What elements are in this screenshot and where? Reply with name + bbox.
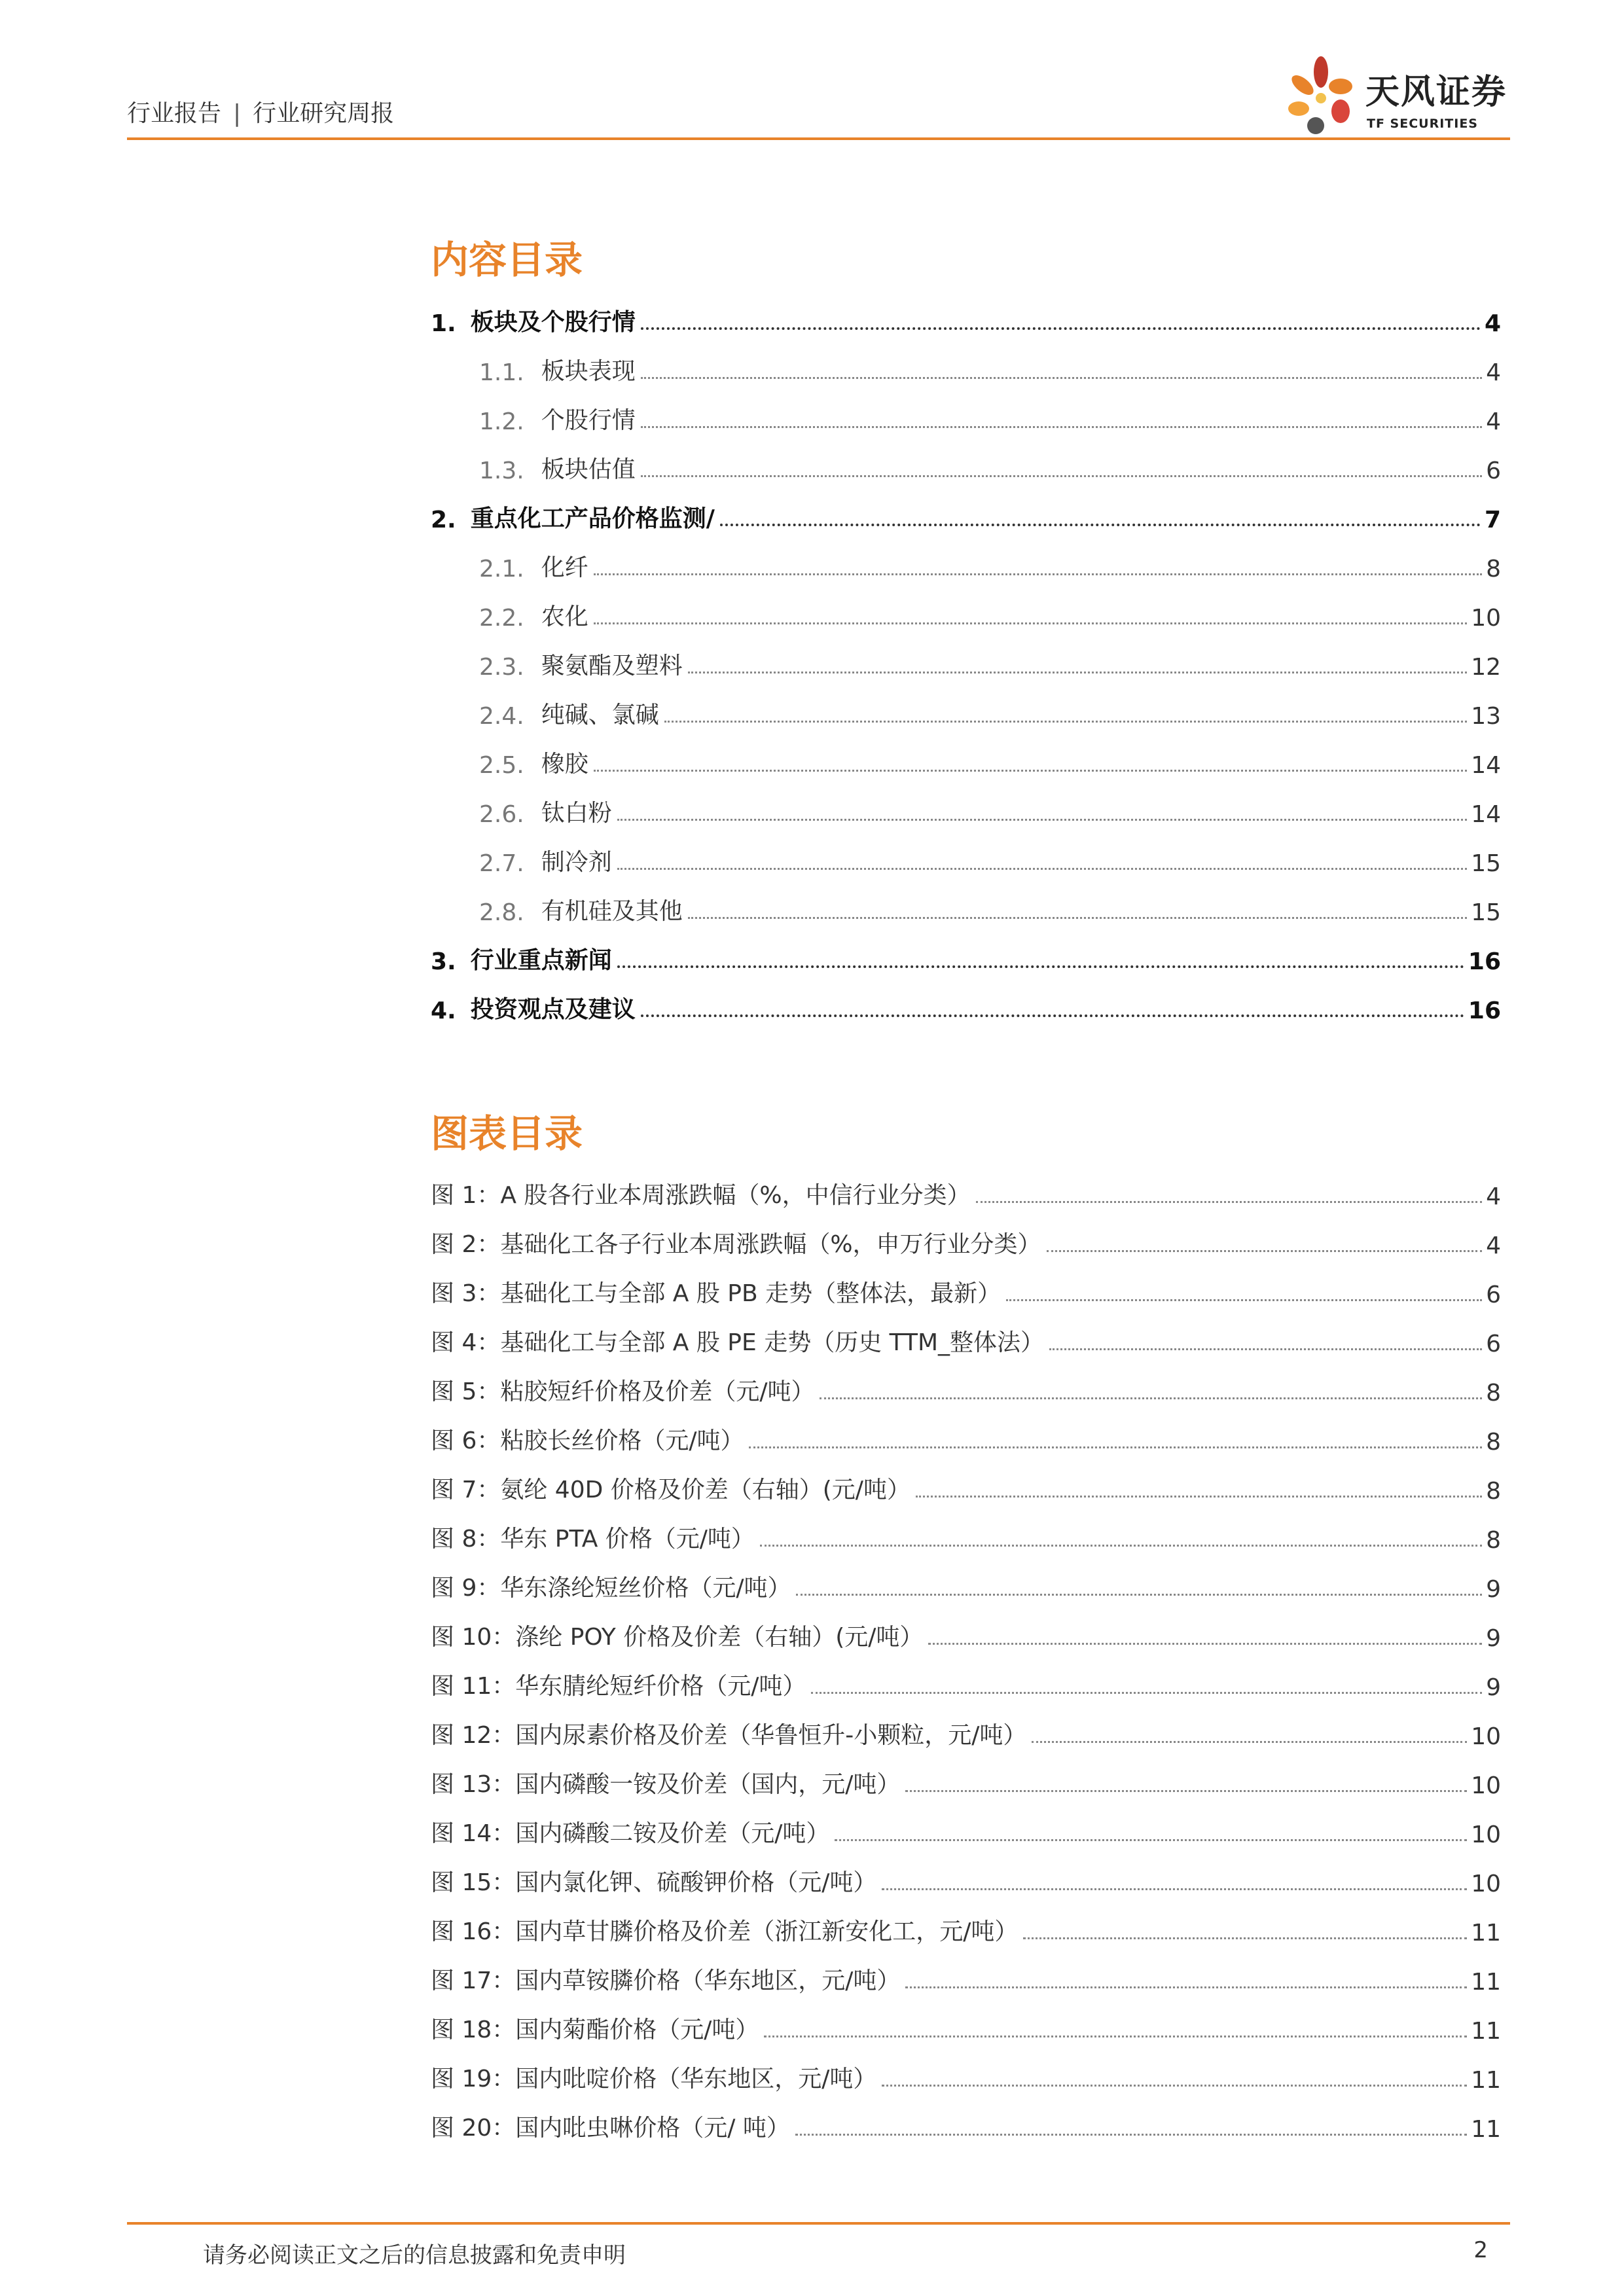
toc-entry-number: 1. <box>431 310 456 337</box>
figure-entry-label: 图 13：国内磷酸一铵及价差（国内，元/吨） <box>431 1771 901 1798</box>
toc-entry-page: 8 <box>1486 556 1501 583</box>
figure-entry-page: 11 <box>1471 1969 1501 1996</box>
dot-leader <box>594 622 1467 624</box>
toc-entry[interactable] <box>431 337 1501 386</box>
figure-entry-page: 9 <box>1486 1625 1501 1652</box>
figure-entry-label: 图 4：基础化工与全部 A 股 PE 走势（历史 TTM_整体法） <box>431 1329 1045 1356</box>
toc-entry-page: 10 <box>1471 605 1501 632</box>
contents-title: 内容目录 <box>431 238 583 282</box>
figure-entry-label: 图 12：国内尿素价格及价差（华鲁恒升-小颗粒，元/吨） <box>431 1722 1027 1749</box>
figure-entry-page: 4 <box>1486 1232 1501 1259</box>
figure-entry-label: 图 3：基础化工与全部 A 股 PB 走势（整体法，最新） <box>431 1280 1001 1307</box>
toc-entry-page: 15 <box>1471 899 1501 926</box>
page-number: 2 <box>1473 2237 1488 2263</box>
dot-leader <box>617 819 1467 821</box>
figure-entry[interactable] <box>431 1652 1501 1701</box>
report-type: 行业研究周报 <box>253 100 395 127</box>
dot-leader <box>641 426 1482 428</box>
figure-entry-page: 8 <box>1486 1380 1501 1407</box>
figure-entry-label: 图 8：华东 PTA 价格（元/吨） <box>431 1526 755 1552</box>
toc-entry-number: 2.3. <box>479 654 524 681</box>
figure-entry-page: 6 <box>1486 1282 1501 1308</box>
toc-entry-page: 7 <box>1484 507 1501 533</box>
dot-leader <box>720 524 1481 526</box>
toc-entry[interactable] <box>431 583 1501 632</box>
report-header <box>127 95 394 128</box>
figure-entry[interactable] <box>431 2094 1501 2143</box>
toc-entry-label: 行业重点新闻 <box>470 947 612 974</box>
toc-entry-page: 15 <box>1471 850 1501 877</box>
toc-entry-number: 2.2. <box>479 605 524 632</box>
figure-entry-label: 图 10：涤纶 POY 价格及价差（右轴）(元/吨） <box>431 1624 924 1651</box>
figure-entry-label: 图 9：华东涤纶短丝价格（元/吨） <box>431 1575 791 1602</box>
dot-leader <box>882 1888 1467 1890</box>
dot-leader <box>928 1643 1482 1645</box>
figure-entry[interactable] <box>431 1505 1501 1554</box>
figure-entry[interactable] <box>431 1456 1501 1505</box>
toc-entry-number: 1.2. <box>479 408 524 435</box>
figure-entry-label: 图 2：基础化工各子行业本周涨跌幅（%，申万行业分类） <box>431 1231 1041 1258</box>
toc-entry[interactable] <box>431 435 1501 484</box>
toc-entry-page: 14 <box>1471 752 1501 779</box>
toc-entry-page: 4 <box>1484 310 1501 337</box>
figure-entry[interactable] <box>431 1946 1501 1996</box>
footer-divider <box>127 2222 1510 2225</box>
toc-entry-page: 6 <box>1486 457 1501 484</box>
figure-entry-page: 8 <box>1486 1478 1501 1505</box>
toc-entry-number: 2.5. <box>479 752 524 779</box>
logo-subtitle: TF SECURITIES <box>1367 117 1478 131</box>
toc-entry-number: 2.6. <box>479 801 524 828</box>
figure-entry-page: 11 <box>1471 2018 1501 2045</box>
dot-leader <box>835 1839 1467 1841</box>
toc-entry-number: 2.1. <box>479 556 524 583</box>
dot-leader <box>664 721 1467 723</box>
figure-entry[interactable] <box>431 1357 1501 1407</box>
dot-leader <box>641 327 1481 330</box>
toc-entry[interactable] <box>431 730 1501 779</box>
toc-entry-page: 13 <box>1471 703 1501 730</box>
figure-entry[interactable] <box>431 1554 1501 1603</box>
toc-entry[interactable] <box>431 533 1501 583</box>
figure-entry-label: 图 15：国内氯化钾、硫酸钾价格（元/吨） <box>431 1869 877 1896</box>
toc-entry-page: 16 <box>1468 997 1501 1024</box>
toc-entry-label: 板块表现 <box>541 358 636 385</box>
toc-entry-number: 2.8. <box>479 899 524 926</box>
dot-leader <box>1047 1250 1483 1252</box>
toc-entry-label: 纯碱、氯碱 <box>541 702 659 728</box>
figure-entry[interactable] <box>431 1897 1501 1946</box>
dot-leader <box>811 1692 1482 1694</box>
report-category: 行业报告 <box>127 100 222 127</box>
figure-entry-label: 图 6：粘胶长丝价格（元/吨） <box>431 1427 744 1454</box>
dot-leader <box>1032 1741 1467 1743</box>
figure-entry-page: 10 <box>1471 1723 1501 1750</box>
figure-entry-page: 11 <box>1471 2116 1501 2143</box>
toc-entry-number: 3. <box>431 948 456 975</box>
header-divider <box>127 137 1510 140</box>
figure-entry-page: 11 <box>1471 2067 1501 2094</box>
figure-entry[interactable] <box>431 1996 1501 2045</box>
dot-leader <box>795 2134 1467 2136</box>
dot-leader <box>688 672 1467 673</box>
figure-entry[interactable] <box>431 1750 1501 1799</box>
header-separator: | <box>233 100 242 127</box>
figure-entry-page: 10 <box>1471 1871 1501 1897</box>
figures-list <box>431 1161 1501 2143</box>
dot-leader <box>1049 1348 1482 1350</box>
toc-entry-number: 1.1. <box>479 359 524 386</box>
figure-entry[interactable] <box>431 1799 1501 1848</box>
toc-entry-number: 2. <box>431 507 456 533</box>
toc-entry-number: 1.3. <box>479 457 524 484</box>
dot-leader <box>594 770 1467 772</box>
dot-leader <box>617 868 1467 870</box>
figure-entry[interactable] <box>431 1259 1501 1308</box>
toc-entry-label: 化纤 <box>541 554 588 581</box>
toc-entry-page: 16 <box>1468 948 1501 975</box>
dot-leader <box>594 573 1482 575</box>
figure-entry[interactable] <box>431 1407 1501 1456</box>
toc-entry[interactable] <box>431 484 1501 533</box>
toc-entry-number: 2.4. <box>479 703 524 730</box>
tf-securities-logo <box>1283 52 1519 137</box>
figure-entry-label: 图 5：粘胶短纤价格及价差（元/吨） <box>431 1378 815 1405</box>
figure-entry-label: 图 20：国内吡虫啉价格（元/ 吨） <box>431 2115 790 2142</box>
toc-entry-label: 投资观点及建议 <box>470 996 636 1023</box>
toc-entry[interactable] <box>431 877 1501 926</box>
dot-leader <box>641 1014 1464 1017</box>
toc-entry[interactable] <box>431 926 1501 975</box>
dot-leader <box>617 965 1464 968</box>
figure-entry-page: 8 <box>1486 1429 1501 1456</box>
toc-entry-number: 4. <box>431 997 456 1024</box>
figure-entry-label: 图 18：国内菊酯价格（元/吨） <box>431 2017 759 2043</box>
toc-entry-label: 板块估值 <box>541 456 636 483</box>
dot-leader <box>905 1790 1467 1792</box>
toc-entry-page: 14 <box>1471 801 1501 828</box>
dot-leader <box>882 2085 1467 2087</box>
toc-entry-page: 4 <box>1486 408 1501 435</box>
toc-entry[interactable] <box>431 632 1501 681</box>
flower-logo-icon <box>1283 52 1362 137</box>
figure-entry-label: 图 19：国内吡啶价格（华东地区，元/吨） <box>431 2066 877 2092</box>
figure-entry-page: 10 <box>1471 1821 1501 1848</box>
figure-entry-label: 图 1：A 股各行业本周涨跌幅（%，中信行业分类） <box>431 1182 971 1209</box>
toc-entry-label: 农化 <box>541 603 588 630</box>
figure-entry[interactable] <box>431 1210 1501 1259</box>
figure-entry-label: 图 16：国内草甘膦价格及价差（浙江新安化工，元/吨） <box>431 1918 1019 1945</box>
dot-leader <box>764 2036 1467 2037</box>
dot-leader <box>1023 1937 1467 1939</box>
figure-entry-page: 9 <box>1486 1576 1501 1603</box>
dot-leader <box>760 1545 1482 1547</box>
figures-title: 图表目录 <box>431 1111 583 1156</box>
footer-disclaimer: 请务必阅读正文之后的信息披露和免责申明 <box>203 2242 626 2269</box>
figure-entry[interactable] <box>431 1161 1501 1210</box>
figure-entry-page: 9 <box>1486 1674 1501 1701</box>
toc-entry-page: 12 <box>1471 654 1501 681</box>
dot-leader <box>688 917 1467 919</box>
toc-entry-label: 制冷剂 <box>541 849 612 876</box>
toc-entry[interactable] <box>431 828 1501 877</box>
dot-leader <box>820 1397 1482 1399</box>
toc-entry-label: 橡胶 <box>541 751 588 778</box>
toc-entry-label: 板块及个股行情 <box>470 309 636 336</box>
figure-entry-label: 图 17：国内草铵膦价格（华东地区，元/吨） <box>431 1967 901 1994</box>
logo-name: 天风证券 <box>1365 73 1507 112</box>
dot-leader <box>916 1496 1482 1498</box>
contents-list <box>431 288 1501 1024</box>
figure-entry-label: 图 7：氨纶 40D 价格及价差（右轴）(元/吨） <box>431 1477 911 1503</box>
toc-entry-label: 个股行情 <box>541 407 636 434</box>
dot-leader <box>641 377 1482 379</box>
toc-entry-label: 重点化工产品价格监测/ <box>470 505 715 532</box>
figure-entry-page: 6 <box>1486 1331 1501 1357</box>
dot-leader <box>749 1446 1482 1448</box>
toc-entry[interactable] <box>431 779 1501 828</box>
figure-entry[interactable] <box>431 1308 1501 1357</box>
figure-entry-page: 10 <box>1471 1772 1501 1799</box>
toc-entry-number: 2.7. <box>479 850 524 877</box>
figure-entry-page: 11 <box>1471 1920 1501 1946</box>
dot-leader <box>796 1594 1482 1596</box>
dot-leader <box>1006 1299 1482 1301</box>
figure-entry-label: 图 14：国内磷酸二铵及价差（元/吨） <box>431 1820 830 1847</box>
toc-entry[interactable] <box>431 386 1501 435</box>
dot-leader <box>905 1986 1467 1988</box>
toc-entry[interactable] <box>431 288 1501 337</box>
dot-leader <box>976 1201 1482 1203</box>
figure-entry-page: 4 <box>1486 1183 1501 1210</box>
toc-entry-label: 聚氨酯及塑料 <box>541 653 683 679</box>
figure-entry[interactable] <box>431 1848 1501 1897</box>
toc-entry-page: 4 <box>1486 359 1501 386</box>
toc-entry-label: 钛白粉 <box>541 800 612 827</box>
figure-entry-label: 图 11：华东腈纶短纤价格（元/吨） <box>431 1673 806 1700</box>
figure-entry-page: 8 <box>1486 1527 1501 1554</box>
toc-entry[interactable] <box>431 975 1501 1024</box>
figure-entry[interactable] <box>431 2045 1501 2094</box>
toc-entry-label: 有机硅及其他 <box>541 898 683 925</box>
figure-entry[interactable] <box>431 1603 1501 1652</box>
dot-leader <box>641 475 1482 477</box>
toc-entry[interactable] <box>431 681 1501 730</box>
figure-entry[interactable] <box>431 1701 1501 1750</box>
